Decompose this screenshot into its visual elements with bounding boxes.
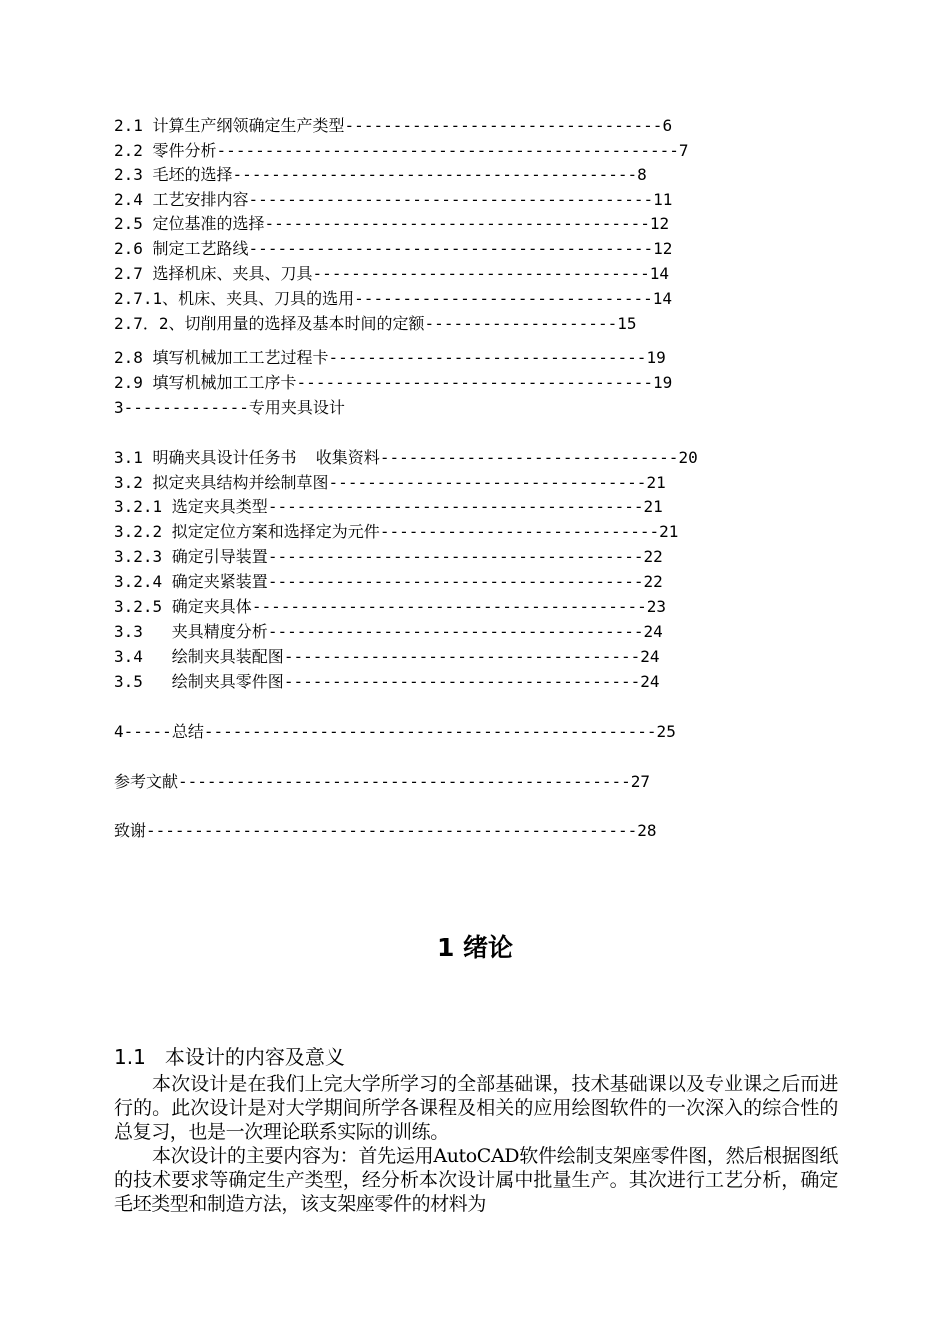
toc-entry: 3.2.2 拟定定位方案和选择定为元件-----------------------------21 [114,522,679,541]
toc-entry: 2.7．2、切削用量的选择及基本时间的定额--------------------15 [114,314,637,333]
toc-entry: 2.3 毛坯的选择------------------------------------------8 [114,165,647,184]
toc-entry: 3.2 拟定夹具结构并绘制草图---------------------------------21 [114,473,666,492]
subsection-heading: 1.1 本设计的内容及意义 [114,1045,345,1069]
toc-entry: 2.7 选择机床、夹具、刀具-----------------------------------14 [114,264,669,283]
toc-entry: 3.5 绘制夹具零件图-------------------------------------24 [114,672,660,691]
toc-entry: 3.2.3 确定引导装置---------------------------------------22 [114,547,663,566]
toc-entry: 2.1 计算生产纲领确定生产类型---------------------------------6 [114,116,673,135]
toc-entry: 参考文献-----------------------------------------------27 [114,772,651,791]
toc-entry: 2.7.1、机床、夹具、刀具的选用-------------------------------14 [114,289,673,308]
toc-entry: 3.2.4 确定夹紧装置---------------------------------------22 [114,572,663,591]
paragraph: 本次设计是在我们上完大学所学习的全部基础课，技术基础课以及专业课之后而进行的。此次设计是对大学期间所学各课程及相关的应用绘图软件的一次深入的综合性的总复习，也是一次理论联系实际的训练。 [114,1073,838,1143]
toc-entry: 2.6 制定工艺路线------------------------------------------12 [114,239,673,258]
toc-entry: 3-------------专用夹具设计 [114,398,345,417]
toc-entry: 致谢---------------------------------------------------28 [114,821,657,840]
toc-entry: 3.2.1 选定夹具类型---------------------------------------21 [114,497,663,516]
paragraph: 本次设计的主要内容为：首先运用AutoCAD软件绘制支架座零件图，然后根据图纸的技术要求等确定生产类型，经分析本次设计属中批量生产。其次进行工艺分析，确定毛坯类型和制造方法，该支架座零件的材料为 [114,1145,838,1215]
toc-entry: 2.4 工艺安排内容------------------------------------------11 [114,190,673,209]
toc-entry: 2.8 填写机械加工工艺过程卡---------------------------------19 [114,348,666,367]
toc-entry: 3.2.5 确定夹具体-----------------------------------------23 [114,597,667,616]
toc-entry: 2.2 零件分析------------------------------------------------7 [114,141,689,160]
toc-entry: 3.3 夹具精度分析---------------------------------------24 [114,622,663,641]
toc-entry: 4-----总结-----------------------------------------------25 [114,722,676,741]
toc-entry: 3.1 明确夹具设计任务书 收集资料-------------------------------20 [114,448,698,467]
toc-entry: 2.5 定位基准的选择----------------------------------------12 [114,214,670,233]
body-text [114,1072,838,1216]
section-title: 1 绪论 [436,933,514,962]
toc-entry: 2.9 填写机械加工工序卡-------------------------------------19 [114,373,673,392]
toc-entry: 3.4 绘制夹具装配图-------------------------------------24 [114,647,660,666]
